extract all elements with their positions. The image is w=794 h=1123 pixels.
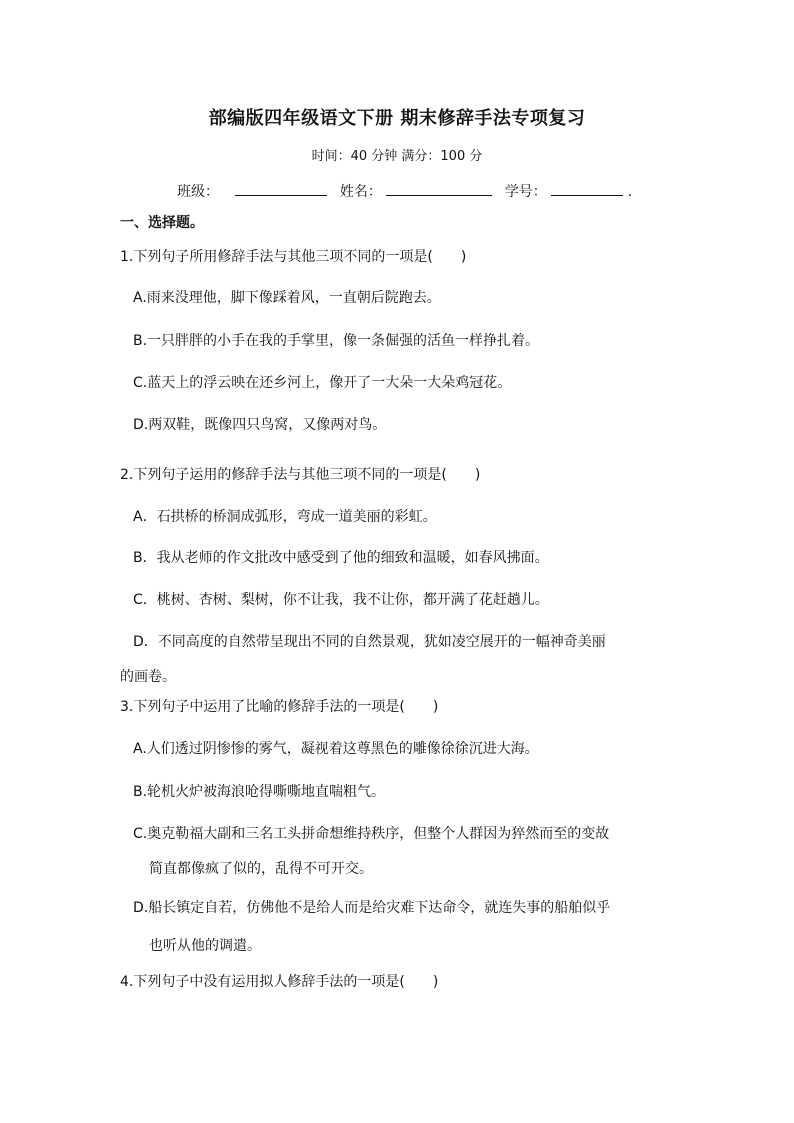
id-label: 学号： bbox=[504, 184, 547, 200]
exam-time-score: 时间：40 分钟 满分：100 分 bbox=[311, 149, 483, 164]
end-mark: . bbox=[627, 184, 633, 200]
option-c: C．桃树、杏树、梨树，你不让我，我不让你，都开满了花赶趟儿。 bbox=[133, 592, 549, 608]
option-d-continued: 也听从他的调遣。 bbox=[149, 938, 261, 954]
student-info-line bbox=[177, 181, 632, 201]
id-blank[interactable] bbox=[551, 181, 623, 196]
option-a: A.人们透过阴惨惨的雾气，凝视着这尊黑色的雕像徐徐沉进大海。 bbox=[133, 741, 539, 757]
option-d: D.两双鞋，既像四只鸟窝，又像两对鸟。 bbox=[133, 417, 387, 433]
option-b: B.轮机火炉被海浪呛得嘶嘶地直喘粗气。 bbox=[133, 784, 386, 800]
option-c: C.蓝天上的浮云映在还乡河上，像开了一大朵一大朵鸡冠花。 bbox=[133, 375, 512, 391]
page-title: 部编版四年级语文下册 期末修辞手法专项复习 bbox=[208, 108, 586, 129]
question-stem: 4.下列句子中没有运用拟人修辞手法的一项是( ) bbox=[120, 974, 439, 990]
option-c: C.奥克勒福大副和三名工头拼命想维持秩序，但整个人群因为猝然而至的变故 bbox=[133, 826, 610, 842]
class-label: 班级： bbox=[177, 184, 219, 200]
question-stem: 1.下列句子所用修辞手法与其他三项不同的一项是( ) bbox=[120, 249, 467, 265]
option-b: B.一只胖胖的小手在我的手掌里，像一条倔强的活鱼一样挣扎着。 bbox=[133, 333, 540, 349]
option-d: D.船长镇定自若，仿佛他不是给人而是给灾难下达命令，就连失事的船舶似乎 bbox=[133, 900, 611, 916]
question-stem: 3.下列句子中运用了比喻的修辞手法的一项是( ) bbox=[120, 699, 439, 715]
name-blank[interactable] bbox=[386, 181, 492, 196]
class-blank[interactable] bbox=[235, 181, 327, 196]
name-label: 姓名： bbox=[339, 184, 382, 200]
question-stem: 2.下列句子运用的修辞手法与其他三项不同的一项是( ) bbox=[120, 467, 481, 483]
option-d: D．不同高度的自然带呈现出不同的自然景观，犹如凌空展开的一幅神奇美丽 bbox=[133, 634, 606, 650]
option-d-continued: 的画卷。 bbox=[120, 669, 176, 685]
option-c-continued: 简直都像疯了似的，乱得不可开交。 bbox=[149, 861, 373, 877]
option-b: B．我从老师的作文批改中感受到了他的细致和温暖，如春风拂面。 bbox=[133, 550, 549, 566]
option-a: A.雨来没理他，脚下像踩着风，一直朝后院跑去。 bbox=[133, 290, 441, 306]
section-title: 一、选择题。 bbox=[120, 215, 204, 231]
option-a: A．石拱桥的桥洞成弧形，弯成一道美丽的彩虹。 bbox=[133, 509, 437, 525]
